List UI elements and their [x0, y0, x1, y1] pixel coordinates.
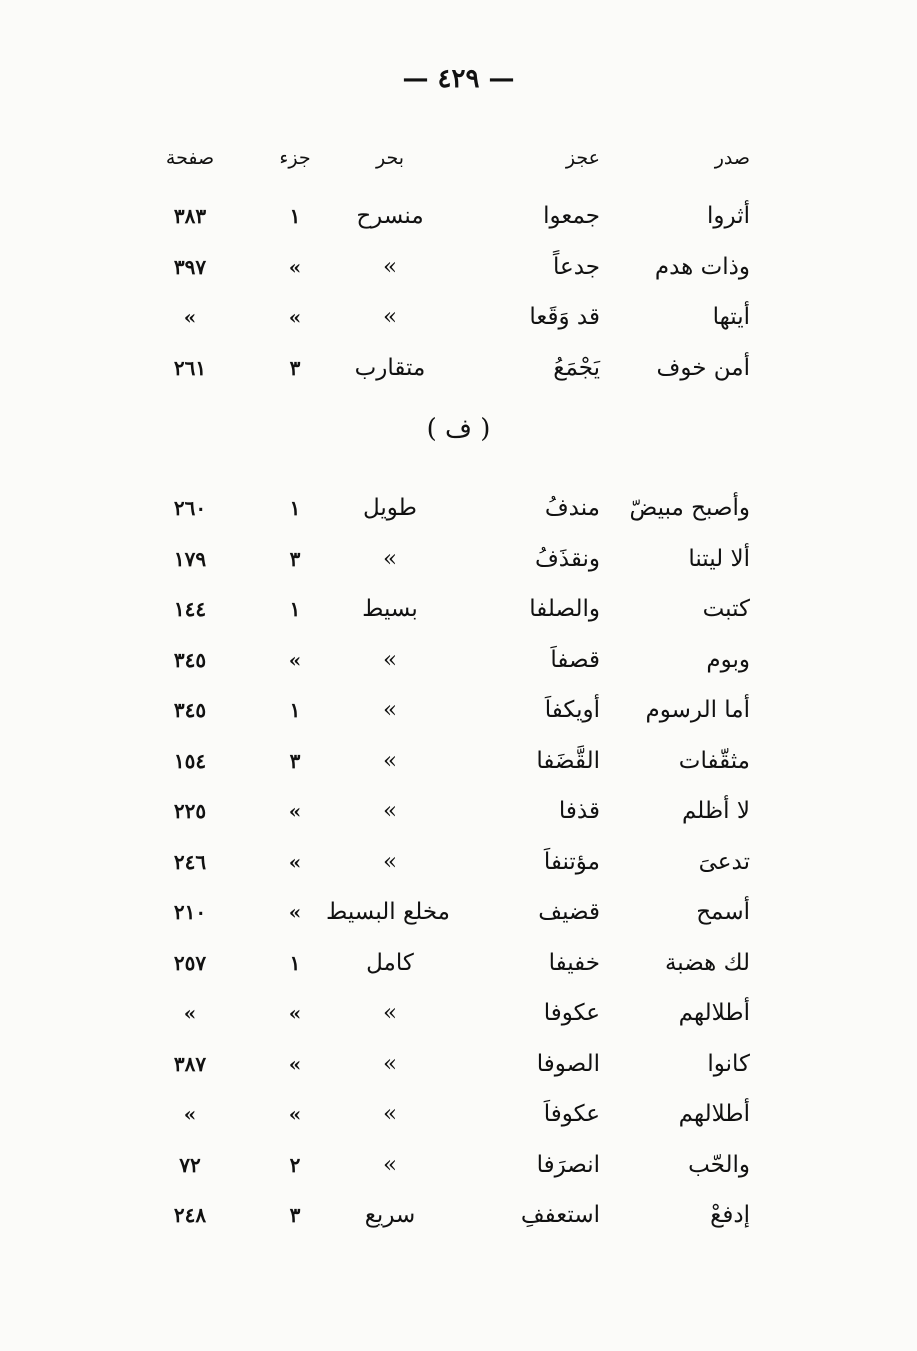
cell-page: »	[183, 305, 197, 329]
table-row	[150, 196, 750, 236]
cell-juz: »	[288, 647, 302, 672]
table-row	[150, 690, 750, 730]
cell-bahr: »	[382, 646, 398, 673]
cell-ajz: مندفُ	[544, 495, 600, 521]
cell-page: ٣٤٥	[173, 698, 207, 722]
cell-page: ١٤٤	[173, 597, 207, 621]
cell-ajz: قد وَقَعا	[529, 304, 600, 330]
cell-sadr: ألا ليتنا	[688, 545, 750, 572]
column-header-juz: جزء	[279, 147, 311, 169]
cell-juz: »	[288, 1001, 302, 1025]
cell-page: ٧٢	[179, 1152, 201, 1177]
cell-bahr: منسرح	[356, 203, 424, 229]
cell-bahr: »	[382, 747, 398, 774]
cell-ajz: قذفا	[558, 798, 600, 824]
table-row	[150, 640, 750, 680]
cell-bahr: »	[382, 253, 398, 280]
table-row	[150, 993, 750, 1033]
cell-juz: »	[288, 799, 302, 823]
cell-bahr: »	[382, 1101, 398, 1127]
cell-sadr: وذات هدم	[654, 253, 750, 280]
column-header-sadr: صدر	[714, 147, 750, 169]
cell-juz: »	[288, 254, 302, 279]
table-row	[150, 892, 750, 932]
table-row	[150, 943, 750, 983]
cell-bahr: متقارب	[354, 354, 426, 381]
table-row	[150, 791, 750, 831]
column-header-page: صفحة	[165, 147, 215, 169]
cell-sadr: مثقّفات	[678, 747, 750, 774]
table-row	[150, 1195, 750, 1235]
cell-page: ٣٨٧	[173, 1051, 207, 1076]
cell-juz: ٢	[289, 1152, 301, 1177]
cell-sadr: أسمح	[696, 899, 750, 925]
cell-juz: »	[288, 900, 302, 924]
cell-sadr: كتبت	[702, 596, 750, 622]
table-header	[150, 138, 750, 178]
cell-sadr: وبوم	[706, 646, 750, 673]
cell-sadr: إدفعْ	[710, 1202, 750, 1228]
cell-sadr: وأصبح مبيضّ	[629, 495, 750, 521]
cell-juz: »	[288, 1051, 302, 1076]
cell-ajz: خفيفا	[548, 949, 600, 976]
cell-ajz: قضيف	[538, 899, 600, 925]
cell-ajz: عكوفاَ	[543, 1101, 600, 1127]
cell-juz: ٣	[289, 546, 301, 571]
table-row	[150, 247, 750, 287]
cell-sadr: كانوا	[707, 1050, 750, 1077]
cell-bahr: »	[382, 798, 398, 824]
cell-ajz: عكوفا	[543, 1000, 600, 1026]
cell-ajz: أويكفاَ	[544, 697, 600, 723]
cell-ajz: والصلفا	[529, 596, 600, 622]
cell-sadr: لك هضبة	[664, 949, 750, 976]
cell-page: ٢٤٦	[173, 849, 207, 874]
table-row	[150, 589, 750, 629]
cell-juz: ١	[289, 950, 301, 975]
column-header-ajz: عجز	[565, 147, 600, 169]
cell-page: »	[183, 1001, 197, 1025]
cell-juz: »	[288, 1102, 302, 1126]
table-row	[150, 842, 750, 882]
cell-bahr: كامل	[366, 949, 414, 976]
cell-bahr: »	[382, 1050, 398, 1077]
cell-bahr: »	[382, 1151, 398, 1178]
cell-ajz: يَجْمَعُ	[553, 354, 600, 381]
cell-juz: ١	[289, 698, 301, 722]
cell-juz: »	[288, 305, 302, 329]
cell-page: ٢٦٠	[173, 496, 207, 520]
cell-bahr: سريع	[364, 1202, 416, 1228]
cell-ajz: ونقذَفُ	[534, 545, 600, 572]
cell-bahr: مخلع البسيط	[326, 899, 450, 925]
table-row	[150, 348, 750, 388]
cell-juz: »	[288, 849, 302, 874]
cell-juz: ٣	[289, 748, 301, 773]
cell-page: ٢٦١	[173, 355, 207, 380]
cell-bahr: »	[382, 848, 398, 875]
cell-ajz: استعففِ	[520, 1202, 600, 1228]
cell-sadr: أما الرسوم	[645, 697, 750, 723]
cell-ajz: انصرَفا	[536, 1151, 600, 1178]
cell-ajz: قصفاَ	[550, 646, 600, 673]
cell-ajz: القَّضَفا	[536, 747, 600, 774]
cell-sadr: والحّب	[688, 1151, 750, 1178]
cell-ajz: مؤتنفاَ	[543, 848, 600, 875]
cell-sadr: أمن خوف	[656, 354, 750, 381]
cell-page: ٢١٠	[173, 900, 207, 924]
cell-ajz: الصوفا	[536, 1050, 600, 1077]
cell-juz: ١	[289, 204, 301, 228]
cell-bahr: »	[382, 1000, 398, 1026]
cell-ajz: جدعاً	[552, 253, 600, 280]
section-heading-fa: ( ف )	[426, 414, 491, 444]
cell-page: ١٥٤	[173, 748, 207, 773]
cell-page: »	[183, 1102, 197, 1126]
cell-bahr: بسيط	[362, 596, 418, 622]
cell-page: ٢٥٧	[173, 950, 207, 975]
cell-page: ٣٩٧	[173, 254, 207, 279]
cell-page: ٣٤٥	[173, 647, 207, 672]
page-number: — ٤٢٩ —	[402, 64, 515, 94]
cell-sadr: تدعىَ	[698, 848, 750, 875]
cell-bahr: »	[382, 545, 398, 572]
cell-ajz: جمعوا	[543, 203, 600, 229]
cell-bahr: »	[382, 697, 398, 723]
cell-sadr: أيتها	[712, 304, 750, 330]
table-row	[150, 297, 750, 337]
cell-sadr: أثروا	[707, 203, 750, 229]
cell-page: ٢٤٨	[173, 1203, 207, 1227]
table-row	[150, 1094, 750, 1134]
cell-page: ١٧٩	[173, 546, 207, 571]
cell-bahr: »	[382, 304, 398, 330]
table-row	[150, 488, 750, 528]
cell-juz: ١	[289, 496, 301, 520]
table-row	[150, 1145, 750, 1185]
table-row	[150, 539, 750, 579]
column-header-bahr: بحر	[375, 147, 405, 169]
cell-page: ٣٨٣	[173, 204, 207, 228]
cell-juz: ٣	[289, 355, 301, 380]
cell-sadr: أطلالهم	[678, 1000, 750, 1026]
cell-sadr: أطلالهم	[678, 1101, 750, 1127]
table-row	[150, 1044, 750, 1084]
cell-juz: ٣	[289, 1203, 301, 1227]
cell-page: ٢٢٥	[173, 799, 207, 823]
cell-sadr: لا أظلم	[681, 798, 750, 824]
cell-juz: ١	[289, 597, 301, 621]
table-row	[150, 741, 750, 781]
cell-bahr: طويل	[362, 495, 417, 521]
